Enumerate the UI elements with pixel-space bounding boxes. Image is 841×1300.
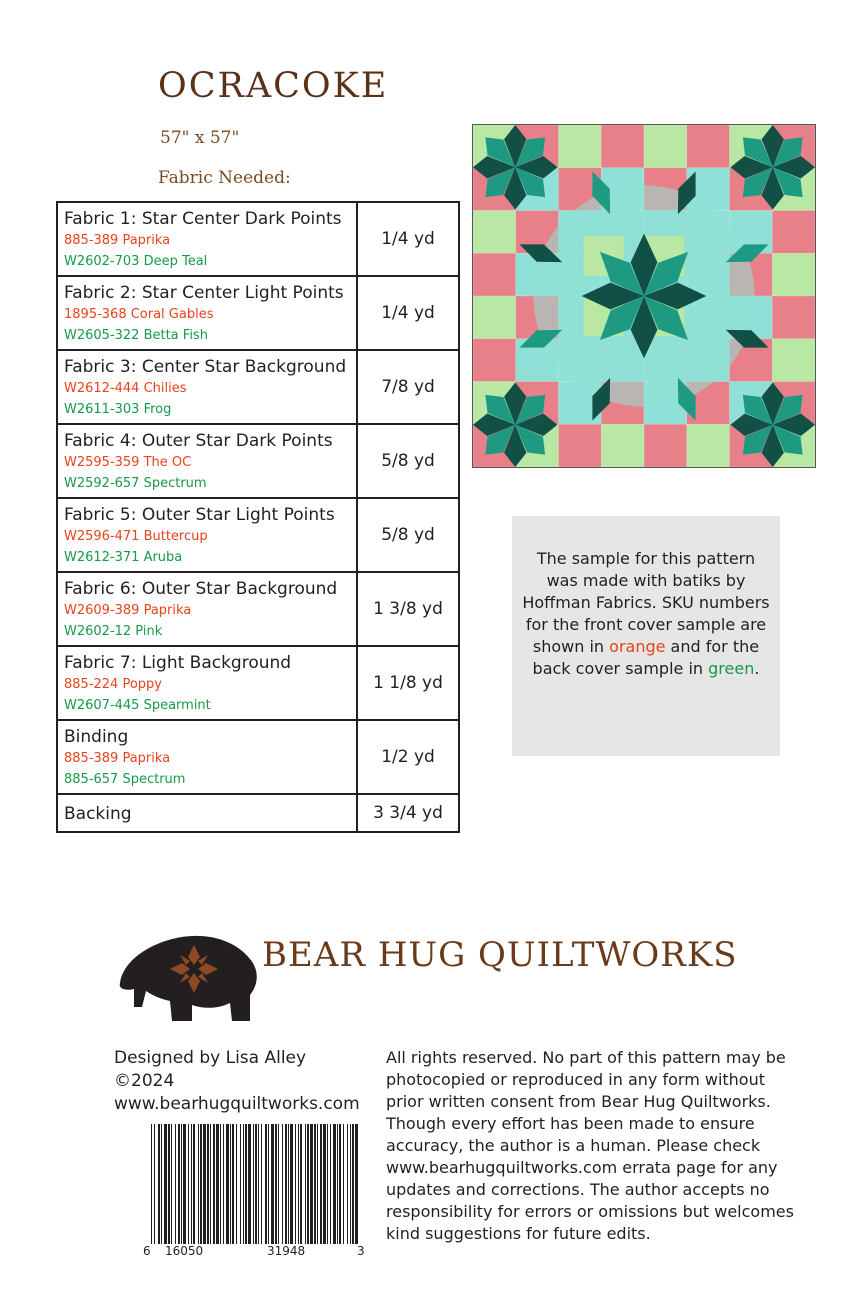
back-cover-sku: W2612-371 Aruba — [64, 550, 183, 565]
front-cover-sku: 1895-368 Coral Gables — [64, 307, 214, 322]
fabric-description — [57, 276, 357, 350]
note-orange-word: orange — [609, 637, 666, 656]
back-cover-sku: W2607-445 Spearmint — [64, 698, 211, 713]
fabric-row — [57, 424, 459, 498]
fabric-name: Fabric 2: Star Center Light Points — [64, 283, 344, 303]
note-text-2: and for the back cover sample in — [532, 637, 760, 678]
front-cover-sku: W2595-359 The OC — [64, 455, 192, 470]
brand-name: BEAR HUG QUILTWORKS — [262, 935, 738, 975]
designer-name: Designed by Lisa Alley — [114, 1048, 307, 1068]
fabric-name: Fabric 5: Outer Star Light Points — [64, 505, 335, 525]
barcode-digit-first: 6 — [143, 1244, 151, 1258]
fabric-requirements-table — [56, 201, 460, 833]
rights-statement: All rights reserved. No part of this pattern may be photocopied or reproduced in any form without prior written consent from Bear Hug Quiltworks. Though every effort has been made to ensure accuracy, the author is a human. Please check www.bearhugquiltworks.com errata page for any updates and corrections. The author accepts no responsibility for errors or omissions but welcomes kind suggestions for future edits. — [386, 1048, 794, 1243]
front-cover-sku: 885-389 Paprika — [64, 233, 171, 248]
fabric-amount: 1/2 yd — [357, 720, 459, 794]
fabric-description — [57, 498, 357, 572]
barcode-digit-group-2: 31948 — [267, 1244, 306, 1258]
note-text-1: The sample for this pattern was made with batiks by Hoffman Fabrics. SKU numbers for the front cover sample are shown in — [522, 549, 770, 656]
fabric-needed-label: Fabric Needed: — [158, 168, 291, 188]
fabric-amount: 5/8 yd — [357, 498, 459, 572]
fabric-amount: 1 3/8 yd — [357, 572, 459, 646]
front-cover-sku: W2612-444 Chilies — [64, 381, 187, 396]
backing-name: Backing — [64, 804, 132, 824]
fabric-description — [57, 646, 357, 720]
backing-label — [57, 794, 357, 832]
backing-row — [57, 794, 459, 832]
fabric-name: Fabric 1: Star Center Dark Points — [64, 209, 342, 229]
barcode-digit-last: 3 — [357, 1244, 365, 1258]
front-cover-sku: W2609-389 Paprika — [64, 603, 192, 618]
pattern-title: OCRACOKE — [158, 66, 389, 106]
front-cover-sku: 885-389 Paprika — [64, 751, 171, 766]
barcode — [143, 1124, 365, 1244]
fabric-description — [57, 202, 357, 276]
front-cover-sku: 885-224 Poppy — [64, 677, 162, 692]
fabric-row — [57, 202, 459, 276]
website-link[interactable]: www.bearhugquiltworks.com — [114, 1094, 360, 1114]
quilt-size: 57" x 57" — [160, 128, 240, 148]
fabric-amount: 5/8 yd — [357, 424, 459, 498]
fabric-row — [57, 350, 459, 424]
fabric-row — [57, 572, 459, 646]
note-green-word: green — [708, 659, 755, 678]
fabric-amount: 7/8 yd — [357, 350, 459, 424]
fabric-name: Fabric 6: Outer Star Background — [64, 579, 338, 599]
fabric-amount: 1/4 yd — [357, 276, 459, 350]
sku-note-box — [512, 516, 780, 756]
back-cover-sku: W2602-703 Deep Teal — [64, 254, 208, 269]
fabric-description — [57, 350, 357, 424]
fabric-description — [57, 424, 357, 498]
fabric-description — [57, 720, 357, 794]
fabric-amount: 1 1/8 yd — [357, 646, 459, 720]
fabric-name: Fabric 3: Center Star Background — [64, 357, 347, 377]
fabric-row — [57, 720, 459, 794]
note-text-3: . — [754, 659, 760, 678]
back-cover-sku: W2592-657 Spectrum — [64, 476, 207, 491]
front-cover-sku: W2596-471 Buttercup — [64, 529, 208, 544]
copyright-year: ©2024 — [114, 1071, 175, 1091]
fabric-row — [57, 498, 459, 572]
fabric-row — [57, 646, 459, 720]
back-cover-sku: W2602-12 Pink — [64, 624, 163, 639]
barcode-digit-group-1: 16050 — [165, 1244, 204, 1258]
backing-amount: 3 3/4 yd — [357, 794, 459, 832]
fabric-description — [57, 572, 357, 646]
back-cover-sku: W2605-322 Betta Fish — [64, 328, 208, 343]
fabric-name: Fabric 7: Light Background — [64, 653, 292, 673]
designer-info — [114, 1047, 360, 1116]
bear-logo-icon — [112, 925, 262, 1025]
fabric-name: Binding — [64, 727, 129, 747]
back-cover-sku: 885-657 Spectrum — [64, 772, 186, 787]
back-cover-sku: W2611-303 Frog — [64, 402, 172, 417]
fabric-name: Fabric 4: Outer Star Dark Points — [64, 431, 333, 451]
fabric-amount: 1/4 yd — [357, 202, 459, 276]
quilt-image — [472, 124, 816, 468]
fabric-row — [57, 276, 459, 350]
